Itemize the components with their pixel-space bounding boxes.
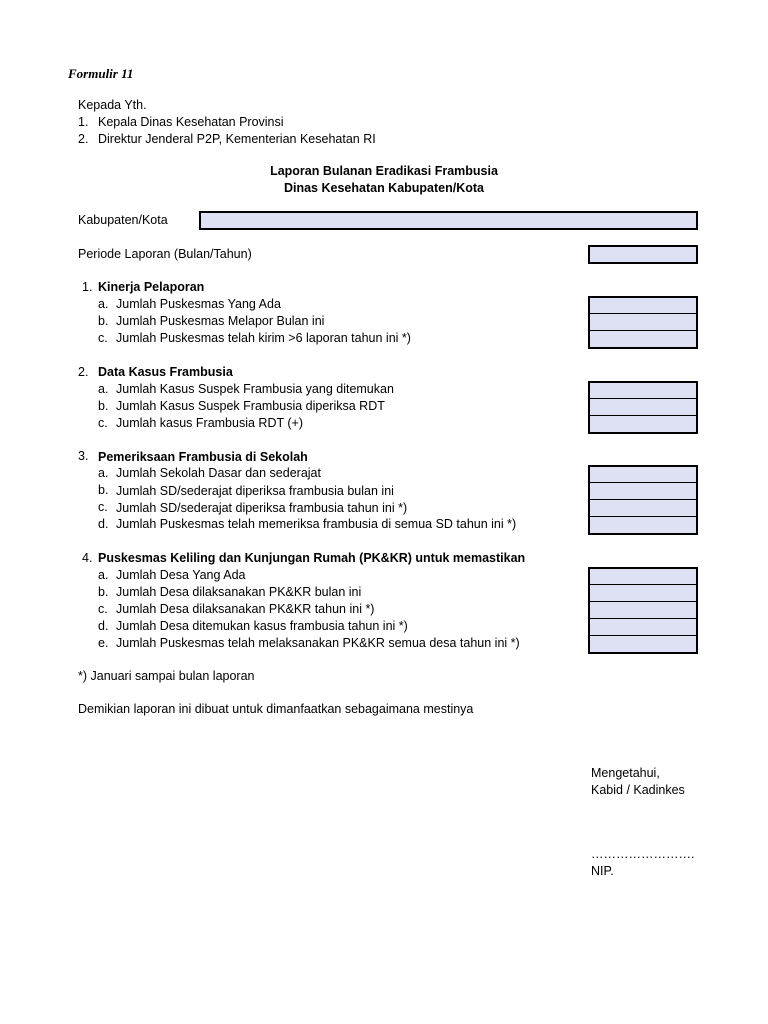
item-letter: a.: [98, 382, 109, 396]
section-3-title: Pemeriksaan Frambusia di Sekolah: [98, 450, 308, 464]
section-3-input-c[interactable]: [588, 499, 698, 517]
section-2-input-c[interactable]: [588, 415, 698, 434]
item-label: Jumlah Desa dilaksanakan PK&KR bulan ini: [116, 585, 362, 599]
recipient-greeting: Kepada Yth.: [78, 98, 147, 112]
section-1-num: 1.: [82, 280, 93, 294]
item-label: Jumlah SD/sederajat diperiksa frambusia bulan ini: [116, 484, 394, 498]
section-4-input-d[interactable]: [588, 618, 698, 636]
item-letter: b.: [98, 483, 109, 497]
district-input[interactable]: [199, 211, 698, 230]
item-label: Jumlah Kasus Suspek Frambusia diperiksa RDT: [116, 399, 385, 413]
section-4-input-a[interactable]: [588, 567, 698, 585]
section-4-num: 4.: [82, 551, 93, 565]
item-letter: c.: [98, 500, 108, 514]
item-label: Jumlah Sekolah Dasar dan sederajat: [116, 466, 321, 480]
item-letter: b.: [98, 585, 109, 599]
item-letter: b.: [98, 314, 109, 328]
recipient-line-2: Direktur Jenderal P2P, Kementerian Kesehatan RI: [98, 132, 376, 146]
section-1-title: Kinerja Pelaporan: [98, 280, 205, 294]
item-label: Jumlah Puskesmas telah memeriksa frambusia di semua SD tahun ini *): [116, 517, 517, 531]
item-letter: a.: [98, 568, 109, 582]
period-label: Periode Laporan (Bulan/Tahun): [78, 247, 252, 261]
section-2-num: 2.: [78, 365, 89, 379]
signature-nip-label: NIP.: [591, 864, 614, 878]
item-label: Jumlah Desa ditemukan kasus frambusia tahun ini *): [116, 619, 408, 633]
item-label: Jumlah Desa dilaksanakan PK&KR tahun ini *): [116, 602, 375, 616]
item-letter: e.: [98, 636, 109, 650]
signature-name-placeholder: …………………….: [591, 847, 695, 861]
period-input[interactable]: [588, 245, 698, 264]
section-4-input-e[interactable]: [588, 635, 698, 654]
section-3-input-a[interactable]: [588, 465, 698, 483]
section-3-num: 3.: [78, 449, 89, 463]
signature-acknowledged: Mengetahui,: [591, 766, 660, 780]
item-label: Jumlah Desa Yang Ada: [116, 568, 246, 582]
section-3-input-d[interactable]: [588, 516, 698, 535]
item-letter: a.: [98, 466, 109, 480]
item-label: Jumlah kasus Frambusia RDT (+): [116, 416, 303, 430]
section-2-input-b[interactable]: [588, 398, 698, 416]
form-label: Formulir 11: [68, 66, 134, 81]
footnote: *) Januari sampai bulan laporan: [78, 669, 255, 683]
report-subtitle: Dinas Kesehatan Kabupaten/Kota: [283, 181, 485, 195]
closing-statement: Demikian laporan ini dibuat untuk dimanfaatkan sebagaimana mestinya: [78, 702, 474, 716]
item-label: Jumlah Puskesmas Melapor Bulan ini: [116, 314, 325, 328]
report-title: Laporan Bulanan Eradikasi Frambusia: [270, 164, 498, 178]
item-letter: c.: [98, 416, 108, 430]
section-3-input-b[interactable]: [588, 482, 698, 500]
item-letter: d.: [98, 517, 109, 531]
item-label: Jumlah Puskesmas Yang Ada: [116, 297, 281, 311]
section-1-input-a[interactable]: [588, 296, 698, 314]
section-4-input-c[interactable]: [588, 601, 698, 619]
item-label: Jumlah Puskesmas telah kirim >6 laporan tahun ini *): [116, 331, 411, 345]
section-1-input-b[interactable]: [588, 313, 698, 331]
recipient-line-2-num: 2.: [78, 132, 89, 146]
recipient-line-1: Kepala Dinas Kesehatan Provinsi: [98, 115, 284, 129]
item-label: Jumlah SD/sederajat diperiksa frambusia tahun ini *): [116, 501, 408, 515]
item-letter: a.: [98, 297, 109, 311]
section-2-title: Data Kasus Frambusia: [98, 365, 233, 379]
section-4-title: Puskesmas Keliling dan Kunjungan Rumah (PK&KR) untuk memastikan: [98, 551, 526, 565]
item-letter: d.: [98, 619, 109, 633]
section-1-input-c[interactable]: [588, 330, 698, 349]
signature-title: Kabid / Kadinkes: [591, 783, 685, 797]
item-letter: c.: [98, 331, 108, 345]
item-letter: b.: [98, 399, 109, 413]
district-label: Kabupaten/Kota: [78, 213, 168, 227]
item-label: Jumlah Kasus Suspek Frambusia yang ditemukan: [116, 382, 394, 396]
recipient-line-1-num: 1.: [78, 115, 89, 129]
item-letter: c.: [98, 602, 108, 616]
section-2-input-a[interactable]: [588, 381, 698, 399]
section-4-input-b[interactable]: [588, 584, 698, 602]
item-label: Jumlah Puskesmas telah melaksanakan PK&KR semua desa tahun ini *): [116, 636, 520, 650]
